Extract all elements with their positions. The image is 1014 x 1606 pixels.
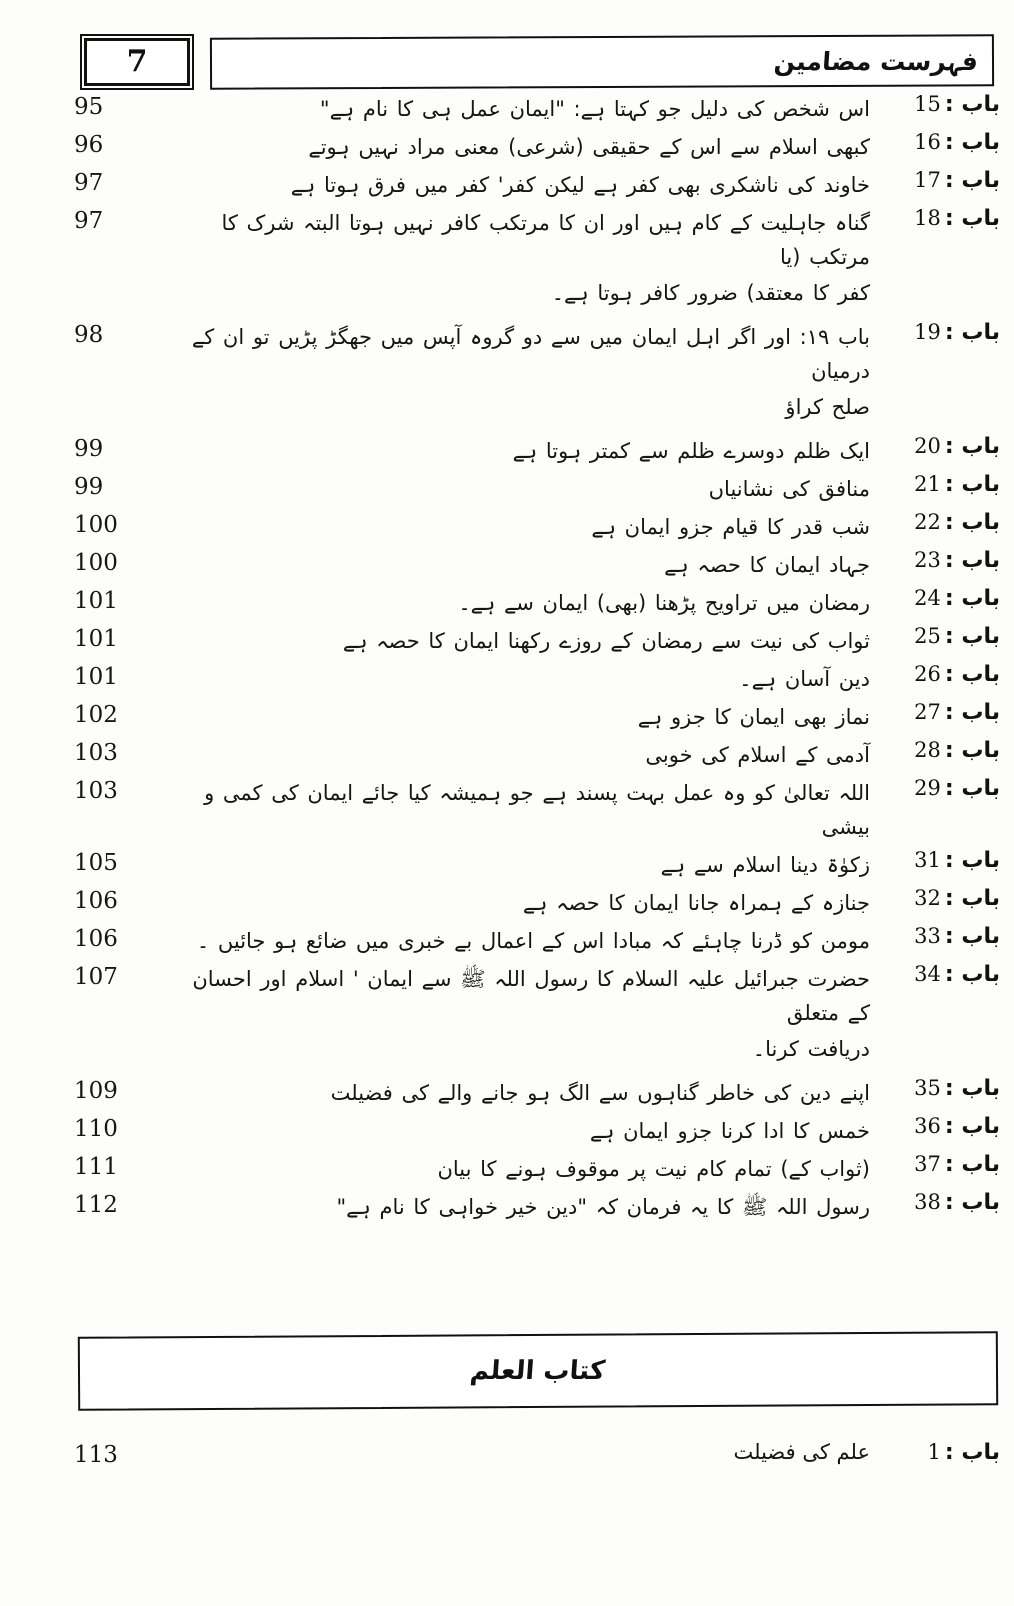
entry-title-line1: منافق کی نشانیاں	[708, 477, 870, 502]
chapter-number: 20	[914, 434, 941, 459]
chapter-word: باب :	[944, 130, 1000, 156]
entry-chapter-label	[870, 1190, 1000, 1215]
toc-entry[interactable]	[70, 510, 1000, 544]
entry-page-number: 110	[74, 1116, 118, 1143]
entry-title	[70, 624, 870, 658]
entry-chapter-label	[870, 1152, 1000, 1177]
chapter-word: باب :	[944, 586, 1000, 612]
entry-title-line1: ثواب کی نیت سے رمضان کے روزے رکھنا ایمان کا حصہ ہے	[342, 629, 870, 654]
entry-title-line2: کفر کا معتقد) ضرور کافر ہوتا ہے۔	[551, 281, 870, 306]
entry-title-line1: آدمی کے اسلام کی خوبی	[645, 743, 870, 768]
entry-page-number: 99	[74, 436, 104, 463]
toc-entry[interactable]	[70, 886, 1000, 920]
entry-title	[70, 886, 870, 920]
entry-title-line1: گناہ جاہلیت کے کام ہیں اور ان کا مرتکب کافر نہیں ہوتا البتہ شرک کا مرتکب (یا	[221, 211, 870, 270]
entry-chapter-label	[870, 924, 1000, 949]
entry-page-number: 105	[74, 850, 118, 877]
entry-page-number: 96	[74, 132, 104, 159]
chapter-word: باب :	[944, 206, 1000, 232]
chapter-word: باب :	[944, 738, 1000, 764]
entry-title	[70, 92, 870, 126]
chapter-word: باب :	[944, 1190, 1000, 1216]
entry-title	[70, 700, 870, 734]
toc-entry[interactable]	[70, 434, 1000, 468]
toc-entry[interactable]	[70, 168, 1000, 202]
entry-title	[70, 776, 870, 844]
toc-entry[interactable]	[70, 586, 1000, 620]
entry-chapter-label	[870, 1076, 1000, 1101]
toc-entry[interactable]	[70, 320, 1000, 424]
entry-title	[70, 1076, 870, 1110]
page-title: فہرست مضامین	[772, 46, 980, 76]
entry-title-line1: جنازہ کے ہمراہ جانا ایمان کا حصہ ہے	[522, 891, 870, 916]
chapter-word: باب :	[944, 510, 1000, 536]
toc-entry[interactable]	[70, 130, 1000, 164]
entry-title-line1: خمس کا ادا کرنا جزو ایمان ہے	[589, 1119, 870, 1144]
entry-chapter-label	[870, 320, 1000, 345]
chapter-number: 31	[914, 848, 941, 873]
entry-title-line1: حضرت جبرائیل علیہ السلام کا رسول اللہ ﷺ سے ایمان ' اسلام اور احسان کے متعلق	[192, 967, 870, 1026]
chapter-word: باب :	[944, 848, 1000, 874]
entry-title-line1: (ثواب کے) تمام کام نیت پر موقوف ہونے کا بیان	[437, 1157, 870, 1182]
entry-title	[70, 472, 870, 506]
entry-title-line2: صلح کراؤ	[785, 395, 870, 420]
chapter-word: باب :	[944, 962, 1000, 988]
entry-title-line1: شب قدر کا قیام جزو ایمان ہے	[591, 515, 870, 540]
page-number-box	[84, 38, 190, 86]
section-heading-box	[78, 1331, 998, 1411]
chapter-word: باب :	[944, 1076, 1000, 1102]
chapter-number: 29	[914, 776, 941, 801]
toc-entry[interactable]	[70, 1076, 1000, 1110]
chapter-word: باب :	[944, 886, 1000, 912]
entry-page-number: 109	[74, 1078, 118, 1105]
chapter-word: باب :	[944, 320, 1000, 346]
entry-chapter-label	[870, 548, 1000, 573]
chapter-number: 27	[914, 700, 941, 725]
entry-chapter-label	[870, 472, 1000, 497]
entry-page-number: 103	[74, 740, 118, 767]
chapter-word: باب :	[944, 92, 1000, 117]
entry-title	[70, 320, 870, 424]
entry-title	[70, 434, 870, 468]
chapter-number: 34	[914, 962, 941, 987]
chapter-number: 1	[927, 1440, 941, 1464]
chapter-word: باب :	[944, 1440, 1000, 1465]
chapter-number: 38	[914, 1190, 941, 1215]
chapter-number: 19	[914, 320, 941, 345]
entry-page-number: 106	[74, 888, 118, 915]
entry-title	[70, 130, 870, 164]
page-header	[80, 36, 994, 88]
entry-title-line1: خاوند کی ناشکری بھی کفر ہے لیکن کفر' کفر میں فرق ہوتا ہے	[290, 173, 870, 198]
entry-title	[70, 924, 870, 958]
entry-title-line1: اس شخص کی دلیل جو کہتا ہے: "ایمان عمل ہی کا نام ہے"	[319, 97, 870, 121]
toc-entry[interactable]	[70, 472, 1000, 506]
chapter-word: باب :	[944, 548, 1000, 574]
entry-title	[70, 586, 870, 620]
entry-page-number: 95	[74, 94, 104, 120]
entry-page-number: 97	[74, 208, 104, 235]
entry-page-number: 101	[74, 588, 118, 615]
entry-page-number: 113	[74, 1442, 118, 1468]
chapter-word: باب :	[944, 472, 1000, 498]
entry-page-number: 111	[74, 1154, 118, 1181]
chapter-number: 33	[914, 924, 941, 949]
chapter-number: 17	[914, 168, 941, 193]
entry-title-line1: دین آسان ہے۔	[739, 667, 870, 692]
entry-page-number: 112	[74, 1192, 118, 1219]
entry-title	[70, 1190, 870, 1224]
entry-title	[70, 738, 870, 772]
entry-chapter-label	[870, 624, 1000, 649]
entry-title-line1: جہاد ایمان کا حصہ ہے	[664, 553, 870, 578]
toc-entry-footer[interactable]	[70, 1440, 1000, 1468]
chapter-number: 18	[914, 206, 941, 231]
entry-title-line1: ایک ظلم دوسرے ظلم سے کمتر ہوتا ہے	[512, 439, 870, 464]
entry-chapter-label	[870, 130, 1000, 155]
chapter-word: باب :	[944, 662, 1000, 688]
section-heading: کتاب العلم	[469, 1356, 607, 1386]
entry-title	[70, 962, 870, 1066]
chapter-word: باب :	[944, 434, 1000, 460]
toc-entry[interactable]	[70, 1152, 1000, 1186]
entry-title-line1: رسول اللہ ﷺ کا یہ فرمان کہ "دین خیر خواہی کا نام ہے"	[336, 1195, 870, 1220]
chapter-number: 26	[914, 662, 941, 687]
toc-entry[interactable]	[70, 848, 1000, 882]
entry-chapter-label	[870, 848, 1000, 873]
entry-chapter-label	[870, 206, 1000, 231]
entry-title-line1: مومن کو ڈرنا چاہئے کہ مبادا اس کے اعمال بے خبری میں ضائع ہو جائیں ۔	[196, 929, 870, 954]
chapter-word: باب :	[944, 1114, 1000, 1140]
chapter-number: 36	[914, 1114, 941, 1139]
entry-title-line1: کبھی اسلام سے اس کے حقیقی (شرعی) معنی مراد نہیں ہوتے	[308, 135, 870, 160]
page-number: 7	[126, 44, 148, 79]
chapter-number: 16	[914, 130, 941, 155]
entry-page-number: 107	[74, 964, 118, 991]
page-title-box	[210, 34, 994, 89]
toc-entry[interactable]	[70, 92, 1000, 126]
entry-page-number: 100	[74, 550, 118, 577]
chapter-word: باب :	[944, 924, 1000, 950]
entry-page-number: 97	[74, 170, 104, 197]
chapter-number: 25	[914, 624, 941, 649]
toc-entry[interactable]	[70, 700, 1000, 734]
entry-title	[70, 662, 870, 696]
toc-entry[interactable]	[70, 662, 1000, 696]
toc-entry[interactable]	[70, 548, 1000, 582]
chapter-number: 35	[914, 1076, 941, 1101]
chapter-word: باب :	[944, 168, 1000, 194]
entry-title: علم کی فضیلت	[733, 1440, 870, 1464]
entry-chapter-label	[870, 92, 1000, 117]
entry-chapter-label	[870, 168, 1000, 193]
chapter-number: 24	[914, 586, 941, 611]
entry-page-number: 100	[74, 512, 118, 539]
entry-chapter-label	[870, 586, 1000, 611]
chapter-number: 32	[914, 886, 941, 911]
entry-title	[70, 848, 870, 882]
entry-title-line1: رمضان میں تراویح پڑھنا (بھی) ایمان سے ہے۔	[458, 591, 870, 616]
chapter-number: 21	[914, 472, 941, 497]
entry-page-number: 106	[74, 926, 118, 953]
chapter-word: باب :	[944, 1152, 1000, 1178]
entry-title	[70, 168, 870, 202]
entry-chapter-label	[870, 776, 1000, 801]
toc-entry[interactable]	[70, 624, 1000, 658]
entry-chapter-label	[870, 738, 1000, 763]
entry-page-number: 98	[74, 322, 104, 349]
entry-page-number: 102	[74, 702, 118, 729]
chapter-number: 37	[914, 1152, 941, 1177]
entry-title-line1: نماز بھی ایمان کا جزو ہے	[637, 705, 870, 730]
entry-title	[70, 510, 870, 544]
entry-title	[70, 1114, 870, 1148]
entry-chapter-label	[870, 700, 1000, 725]
toc-entry[interactable]	[70, 738, 1000, 772]
entry-page-number: 101	[74, 626, 118, 653]
chapter-number: 28	[914, 738, 941, 763]
entry-title	[70, 548, 870, 582]
entry-title	[70, 1152, 870, 1186]
chapter-word: باب :	[944, 700, 1000, 726]
chapter-number: 22	[914, 510, 941, 535]
entry-chapter-label	[870, 510, 1000, 535]
entry-page-number: 101	[74, 664, 118, 691]
entry-title-line2: دریافت کرنا۔	[752, 1037, 870, 1062]
toc-entry[interactable]	[70, 206, 1000, 310]
chapter-word: باب :	[944, 776, 1000, 802]
entry-chapter-label	[870, 1114, 1000, 1139]
entry-title	[70, 206, 870, 310]
entry-page-number: 99	[74, 474, 104, 501]
entry-chapter-label	[870, 434, 1000, 459]
chapter-number: 15	[914, 92, 941, 116]
entry-title-line1: زکوٰۃ دینا اسلام سے ہے	[660, 853, 870, 878]
toc-entry[interactable]	[70, 776, 1000, 844]
toc-entry[interactable]	[70, 924, 1000, 958]
toc-entry[interactable]	[70, 1190, 1000, 1224]
entry-chapter-label	[870, 962, 1000, 987]
toc-entry[interactable]	[70, 1114, 1000, 1148]
chapter-word: باب :	[944, 624, 1000, 650]
entry-chapter-label	[870, 886, 1000, 911]
entry-title-line1: اللہ تعالیٰ کو وہ عمل بہت پسند ہے جو ہمیشہ کیا جائے ایمان کی کمی و بیشی	[204, 781, 870, 840]
entry-page-number: 103	[74, 778, 118, 805]
entry-chapter-label	[870, 1440, 1000, 1465]
entry-title-line1: اپنے دین کی خاطر گناہوں سے الگ ہو جانے والے کی فضیلت	[330, 1081, 870, 1106]
chapter-number: 23	[914, 548, 941, 573]
entry-title-line1: باب ۱۹: اور اگر اہل ایمان میں سے دو گروہ آپس میں جھگڑ پڑیں تو ان کے درمیان	[191, 325, 870, 384]
entry-chapter-label	[870, 662, 1000, 687]
toc-entry[interactable]	[70, 962, 1000, 1066]
